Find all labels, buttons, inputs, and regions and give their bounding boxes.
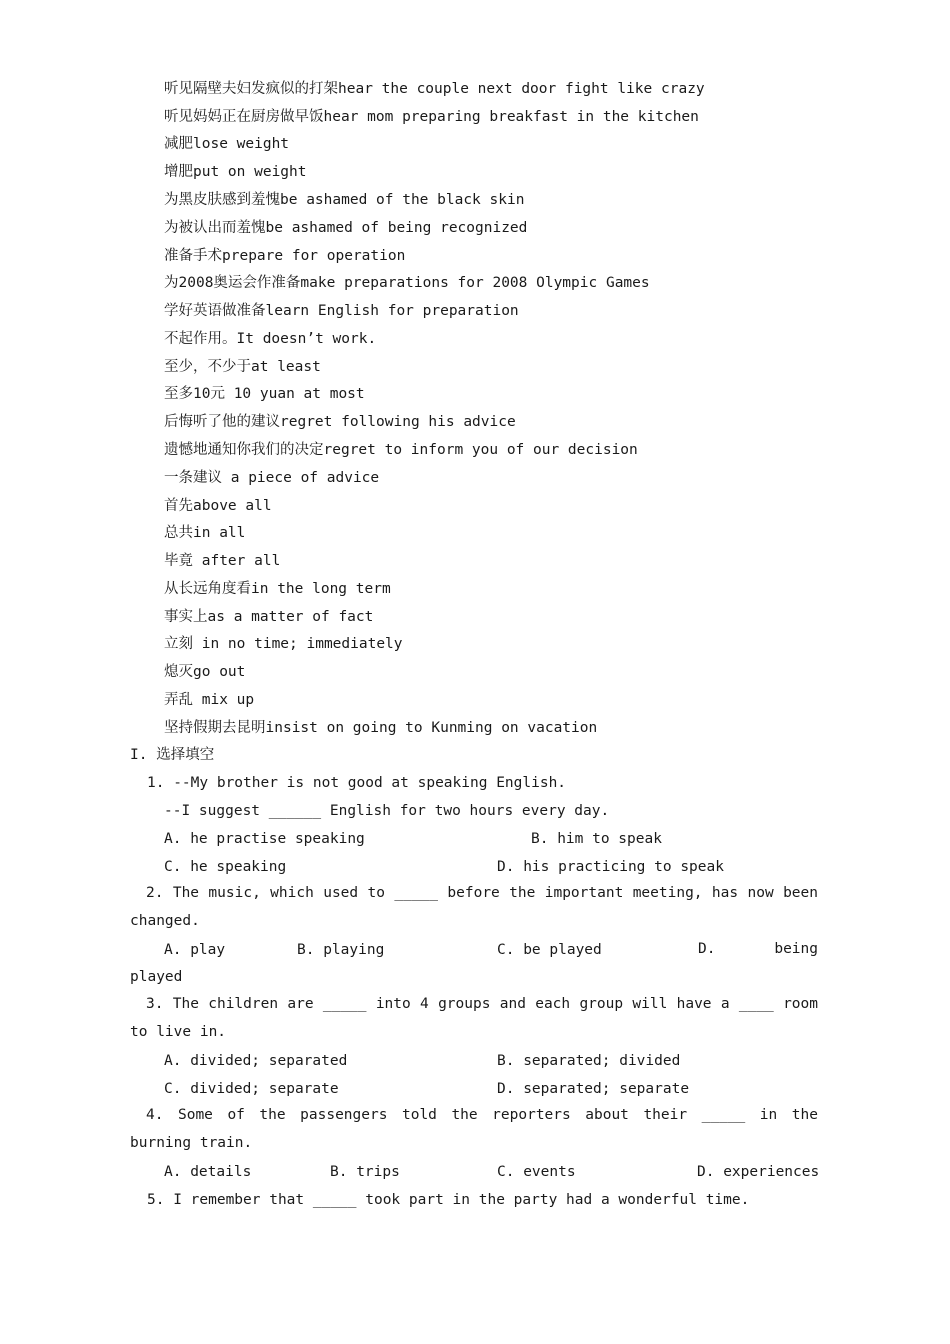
phrase-line: 增肥put on weight bbox=[164, 164, 307, 180]
question-3-stem-text: 3. The children are _____ into 4 groups and each group will have a ____ room to live in. bbox=[130, 996, 818, 1040]
phrase-line: 至多10元 10 yuan at most bbox=[164, 386, 365, 402]
phrase-line: 准备手术prepare for operation bbox=[164, 248, 406, 264]
question-2-stem-text: 2. The music, which used to _____ before the important meeting, has now been changed. bbox=[130, 885, 818, 929]
question-3-option-b: B. separated; divided bbox=[497, 1053, 681, 1069]
phrase-line: 后悔听了他的建议regret following his advice bbox=[164, 414, 516, 430]
phrase-line: 为被认出而羞愧be ashamed of being recognized bbox=[164, 220, 528, 236]
question-4-option-a: A. details bbox=[164, 1164, 252, 1180]
phrase-line: 听见隔壁夫妇发疯似的打架hear the couple next door fight like crazy bbox=[164, 81, 705, 97]
question-4-stem-text: 4. Some of the passengers told the reporters about their _____ in the burning train. bbox=[130, 1107, 818, 1151]
phrase-line: 从长远角度看in the long term bbox=[164, 581, 391, 597]
question-4-option-b: B. trips bbox=[330, 1164, 400, 1180]
phrase-line: 为黑皮肤感到羞愧be ashamed of the black skin bbox=[164, 192, 525, 208]
phrase-line: 首先above all bbox=[164, 498, 272, 514]
phrase-line: 为2008奥运会作准备make preparations for 2008 Olympic Games bbox=[164, 275, 650, 291]
question-2-stem bbox=[130, 880, 818, 936]
phrase-line: 不起作用。It doesn’t work. bbox=[164, 331, 377, 347]
question-1-option-c: C. he speaking bbox=[164, 859, 287, 875]
question-4-option-c: C. events bbox=[497, 1164, 576, 1180]
section-title: I. 选择填空 bbox=[130, 747, 215, 763]
phrase-line: 弄乱 mix up bbox=[164, 692, 255, 708]
phrase-line: 毕竟 after all bbox=[164, 553, 281, 569]
phrase-line: 减肥lose weight bbox=[164, 136, 290, 152]
question-2-option-c: C. be played bbox=[497, 942, 602, 958]
phrase-line: 一条建议 a piece of advice bbox=[164, 470, 380, 486]
question-1-option-d: D. his practicing to speak bbox=[497, 859, 724, 875]
question-2-option-d-text: D. being played bbox=[130, 941, 818, 985]
phrase-line: 至少，不少于at least bbox=[164, 359, 321, 375]
phrase-line: 立刻 in no time; immediately bbox=[164, 636, 403, 652]
phrase-line: 学好英语做准备learn English for preparation bbox=[164, 303, 519, 319]
phrase-line: 听见妈妈正在厨房做早饭hear mom preparing breakfast in the kitchen bbox=[164, 109, 699, 125]
question-2-option-a: A. play bbox=[164, 942, 226, 958]
question-3-option-c: C. divided; separate bbox=[164, 1081, 339, 1097]
phrase-line: 事实上as a matter of fact bbox=[164, 609, 374, 625]
question-3-option-d: D. separated; separate bbox=[497, 1081, 690, 1097]
question-1-option-a: A. he practise speaking bbox=[164, 831, 365, 847]
question-3-option-a: A. divided; separated bbox=[164, 1053, 348, 1069]
question-1-stem-line2: --I suggest ______ English for two hours every day. bbox=[164, 803, 610, 819]
question-2-option-d bbox=[130, 936, 818, 992]
question-4-stem bbox=[130, 1102, 818, 1158]
phrase-line: 总共in all bbox=[164, 525, 246, 541]
question-4-option-d: D. experiences bbox=[697, 1164, 820, 1180]
phrase-line: 熄灭go out bbox=[164, 664, 246, 680]
question-1-option-b: B. him to speak bbox=[531, 831, 662, 847]
question-2-option-b: B. playing bbox=[297, 942, 385, 958]
question-3-stem bbox=[130, 991, 818, 1047]
question-1-stem: 1. --My brother is not good at speaking English. bbox=[147, 775, 567, 791]
question-5-stem: 5. I remember that _____ took part in the party had a wonderful time. bbox=[147, 1192, 750, 1208]
phrase-line: 遗憾地通知你我们的决定regret to inform you of our decision bbox=[164, 442, 638, 458]
phrase-line: 坚持假期去昆明insist on going to Kunming on vacation bbox=[164, 720, 598, 736]
